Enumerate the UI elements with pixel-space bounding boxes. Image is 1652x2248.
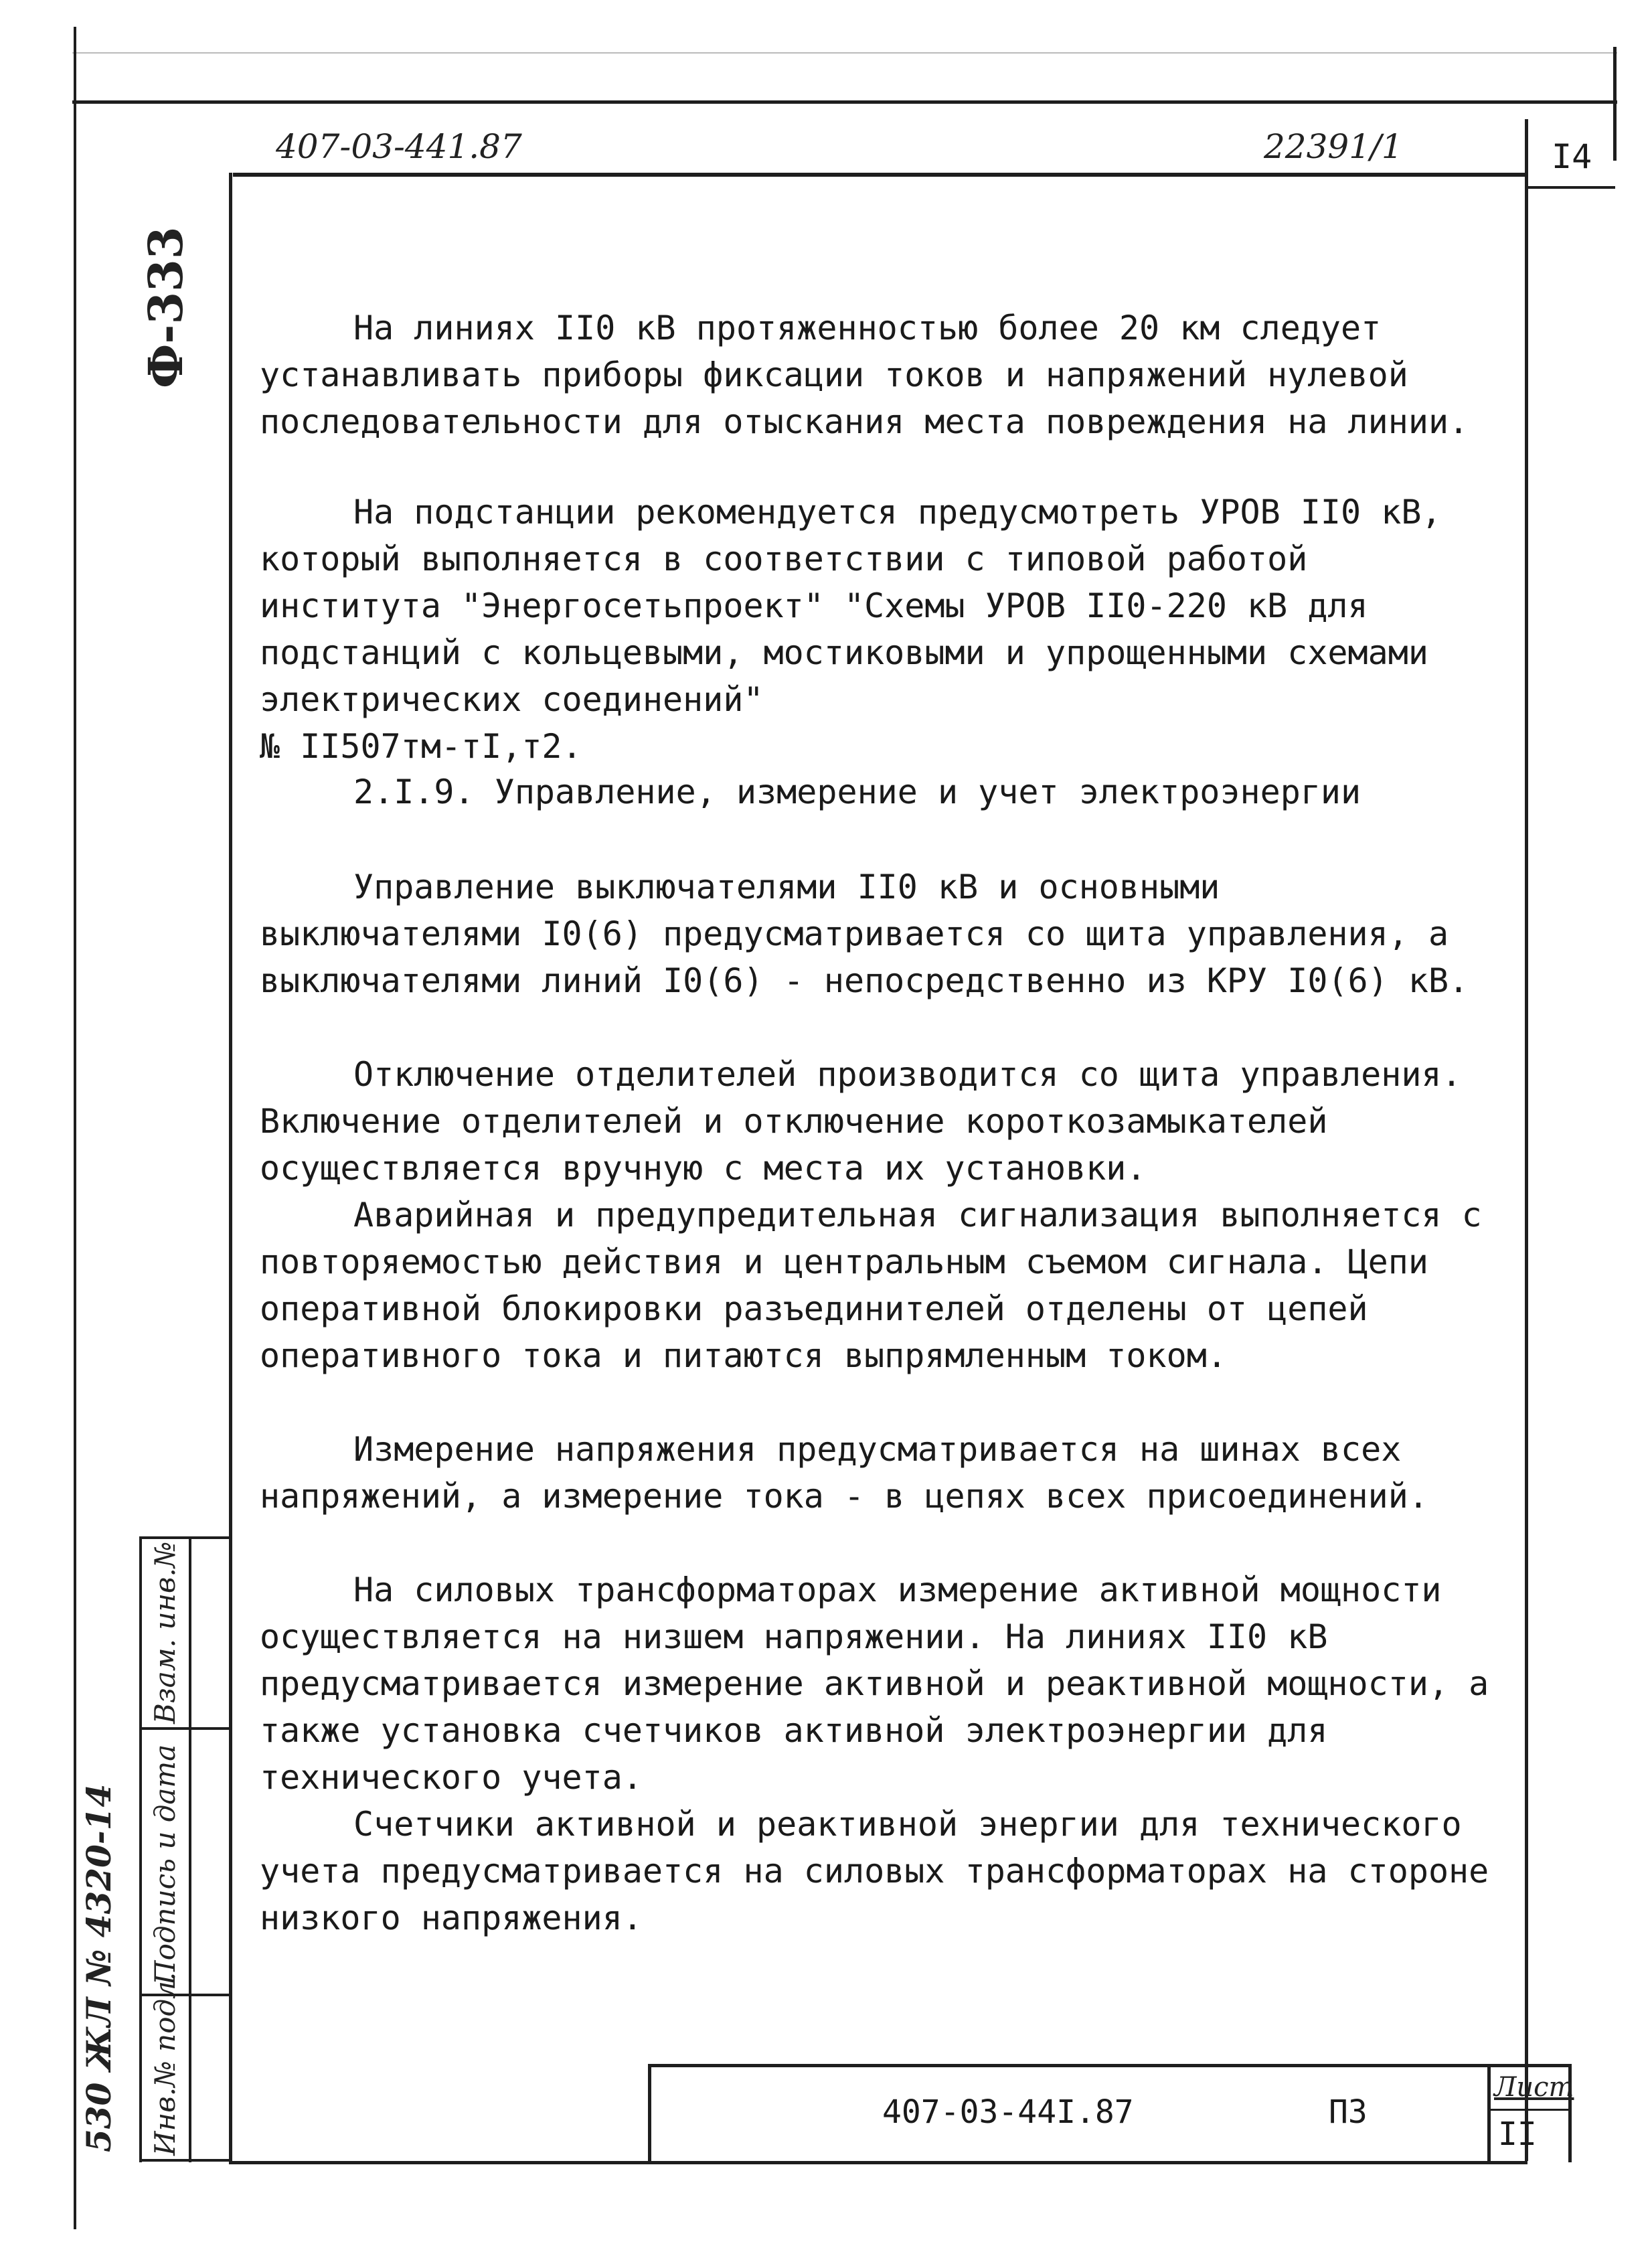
paragraph-4: Отключение отделителей производится со щита управления. Включение отделителей и отключение короткозамыкателей осуществляется вручную с места их установки.: [260, 1055, 1462, 1188]
title-block-left: [648, 2064, 651, 2162]
left-edge-line: [74, 27, 76, 2229]
paragraph-2: На подстанции рекомендуется предусмотреть УРОВ II0 кВ, который выполняется в соответствии с типовой работой института "Энергосетьпроект" "Схемы УРОВ II0-220 кВ для подстанций с кольцевыми, мостиковыми и упрощенными схемами электрических соединений" № II507тм-тI,т2.: [260, 489, 1491, 770]
frame-top-line: [233, 173, 1528, 177]
inventory-handwritten: 530 ЖЛ № 4320-14: [79, 1783, 118, 2152]
stamp-vline-2: [189, 1536, 191, 2162]
paragraph-5: Аварийная и предупредительная сигнализация выполняется с повторяемостью действия и центральным съемом сигнала. Цепи оперативной блокировки разъединителей отделены от цепей оперативного тока и питаются выпрямленным током.: [260, 1196, 1482, 1375]
top-border-line: [72, 100, 1617, 104]
title-block-sheet-number: II: [1498, 2115, 1537, 2153]
frame-bottom-line: [229, 2161, 1527, 2164]
paragraph-7: На силовых трансформаторах измерение активной мощности осуществляется на низшем напряжении. На линиях II0 кВ предусматривается измерение активной и реактивной мощности, а также установка счетчиков активной электроэнергии для технического учета.: [260, 1571, 1489, 1797]
paragraph-3: Управление выключателями II0 кВ и основными выключателями I0(6) предусматривается со щита управления, а выключателями линий I0(6) - непосредственно из КРУ I0(6) кВ.: [260, 868, 1469, 1000]
stamp-hline-1: [139, 1727, 232, 1730]
title-block-top: [648, 2064, 1572, 2067]
paragraph-8: Счетчики активной и реактивной энергии для технического учета предусматривается на силовых трансформаторах на стороне низкого напряжения.: [260, 1805, 1489, 1937]
stamp-label-inv-podl: Инв.№ подл.: [149, 1972, 181, 2156]
page-number: I4: [1552, 137, 1592, 176]
title-block-sheet-label: Лист: [1494, 2072, 1574, 2103]
right-edge-line: [1613, 47, 1617, 161]
stamp-hline-bottom: [139, 2159, 232, 2162]
stamp-hline-top: [139, 1536, 232, 1539]
title-block-sheet-divider: [1487, 2064, 1491, 2162]
frame-left-line: [229, 173, 232, 2164]
paragraph-1: На линиях II0 кВ протяженностью более 20 км следует устанавливать приборы фиксации токов и напряжений нулевой последовательности для отыскания места повреждения на линии.: [260, 309, 1469, 441]
title-block-doc-type: ПЗ: [1329, 2093, 1368, 2131]
header-doc-code: 407-03-441.87: [276, 127, 522, 166]
page-box-left: [1525, 119, 1528, 2161]
paragraph-6: Измерение напряжения предусматривается на шинах всех напряжений, а измерение тока - в цепях всех присоединений.: [260, 1430, 1428, 1516]
title-block-sheet-hline: [1487, 2109, 1571, 2111]
form-code: Ф-333: [138, 226, 193, 388]
stamp-vline-1: [139, 1536, 142, 2162]
stamp-label-podpis-data: Подпись и дата: [149, 1744, 181, 1985]
title-block-designation: 407-03-44I.87: [882, 2093, 1134, 2131]
top-border-line-thin: [72, 52, 1617, 54]
stamp-label-vzam-inv: Взам. инв.№: [149, 1541, 181, 1724]
header-archive-number: 22391/1: [1264, 127, 1403, 166]
section-heading: 2.I.9. Управление, измерение и учет электроэнергии: [353, 773, 1361, 811]
paragraph-2-tail: № II507тм-тI,т2.: [260, 727, 582, 766]
page-box-bottom: [1525, 186, 1615, 189]
